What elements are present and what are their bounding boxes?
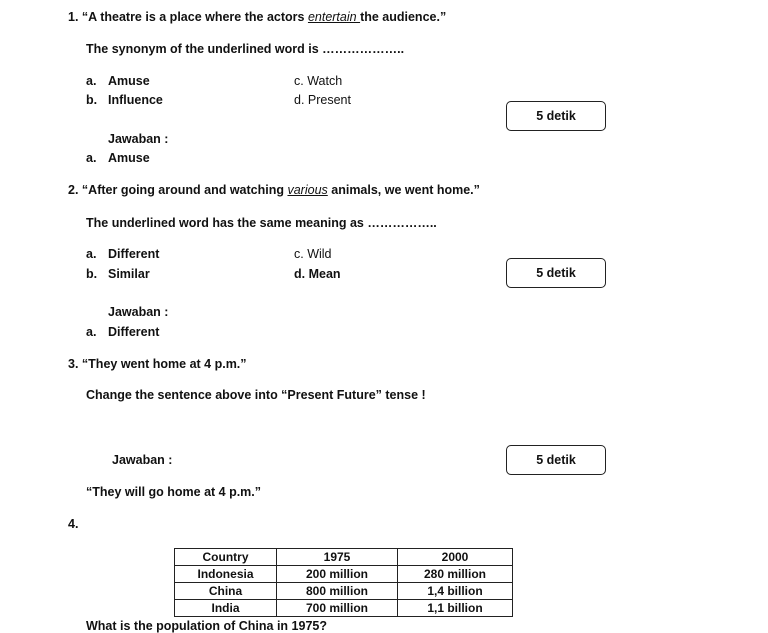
q1-answer xyxy=(86,151,150,165)
q2-option-b-text: Similar xyxy=(108,267,150,281)
table-cell: Indonesia xyxy=(175,566,277,583)
table-cell: 280 million xyxy=(398,566,513,583)
q2-timer-badge: 5 detik xyxy=(506,258,606,288)
table-header-2000: 2000 xyxy=(398,549,513,566)
table-cell: China xyxy=(175,583,277,600)
q1-number: 1. xyxy=(68,10,79,24)
q3-timer-badge: 5 detik xyxy=(506,445,606,475)
q1-option-b-letter: b. xyxy=(86,93,98,107)
q2-answer-letter: a. xyxy=(86,325,97,339)
q1-instruction: The synonym of the underlined word is ……………….. xyxy=(86,42,405,56)
q3-number: 3. xyxy=(68,357,79,371)
q1-underlined-word: entertain xyxy=(307,10,361,24)
table-header-1975: 1975 xyxy=(277,549,398,566)
q1-timer-badge: 5 detik xyxy=(506,101,606,131)
table-row xyxy=(175,583,513,600)
q4-number: 4. xyxy=(68,517,79,531)
q2-answer-text: Different xyxy=(108,325,160,339)
q1-option-a-text: Amuse xyxy=(108,74,150,88)
q1-quote-before: “A theatre is a place where the actors xyxy=(81,10,308,24)
q2-quote-after: animals, we went home.” xyxy=(327,183,480,197)
table-header-row xyxy=(175,549,513,566)
q1-prompt xyxy=(68,10,446,24)
table-cell: 200 million xyxy=(277,566,398,583)
q2-prompt xyxy=(68,183,480,197)
table-cell: India xyxy=(175,600,277,617)
q2-answer-label: Jawaban : xyxy=(108,305,169,319)
q1-answer-text: Amuse xyxy=(108,151,150,165)
table-cell: 1,4 billion xyxy=(398,583,513,600)
q1-option-c[interactable]: c. Watch xyxy=(294,74,343,88)
q1-option-b[interactable] xyxy=(86,93,163,107)
table-cell: 1,1 billion xyxy=(398,600,513,617)
q2-underlined-word: various xyxy=(287,183,328,197)
q2-option-a-text: Different xyxy=(108,247,160,261)
q2-option-b[interactable] xyxy=(86,267,150,281)
q1-option-a-letter: a. xyxy=(86,74,97,88)
q2-instruction: The underlined word has the same meaning as …………….. xyxy=(86,216,437,230)
q2-option-d[interactable]: d. Mean xyxy=(294,267,341,281)
q2-option-a[interactable] xyxy=(86,247,160,261)
q1-answer-letter: a. xyxy=(86,151,97,165)
q1-quote-after: the audience.” xyxy=(360,10,447,24)
q3-answer-label: Jawaban : xyxy=(112,453,173,467)
q2-option-b-letter: b. xyxy=(86,267,98,281)
table-cell: 700 million xyxy=(277,600,398,617)
table-header-country: Country xyxy=(175,549,277,566)
q3-answer-text: “They will go home at 4 p.m.” xyxy=(86,485,262,499)
population-table xyxy=(174,548,513,617)
q4-question: What is the population of China in 1975? xyxy=(86,619,327,633)
q1-option-a[interactable] xyxy=(86,74,150,88)
table-row xyxy=(175,566,513,583)
q1-option-d[interactable]: d. Present xyxy=(294,93,351,107)
q2-option-a-letter: a. xyxy=(86,247,97,261)
q1-answer-label: Jawaban : xyxy=(108,132,169,146)
q3-quote: “They went home at 4 p.m.” xyxy=(81,357,247,371)
q2-number: 2. xyxy=(68,183,79,197)
table-cell: 800 million xyxy=(277,583,398,600)
q2-quote-before: “After going around and watching xyxy=(81,183,288,197)
q2-answer xyxy=(86,325,160,339)
table-row xyxy=(175,600,513,617)
q1-option-b-text: Influence xyxy=(108,93,163,107)
q2-option-c[interactable]: c. Wild xyxy=(294,247,332,261)
q3-prompt xyxy=(68,357,247,371)
q3-instruction: Change the sentence above into “Present Future” tense ! xyxy=(86,388,426,402)
